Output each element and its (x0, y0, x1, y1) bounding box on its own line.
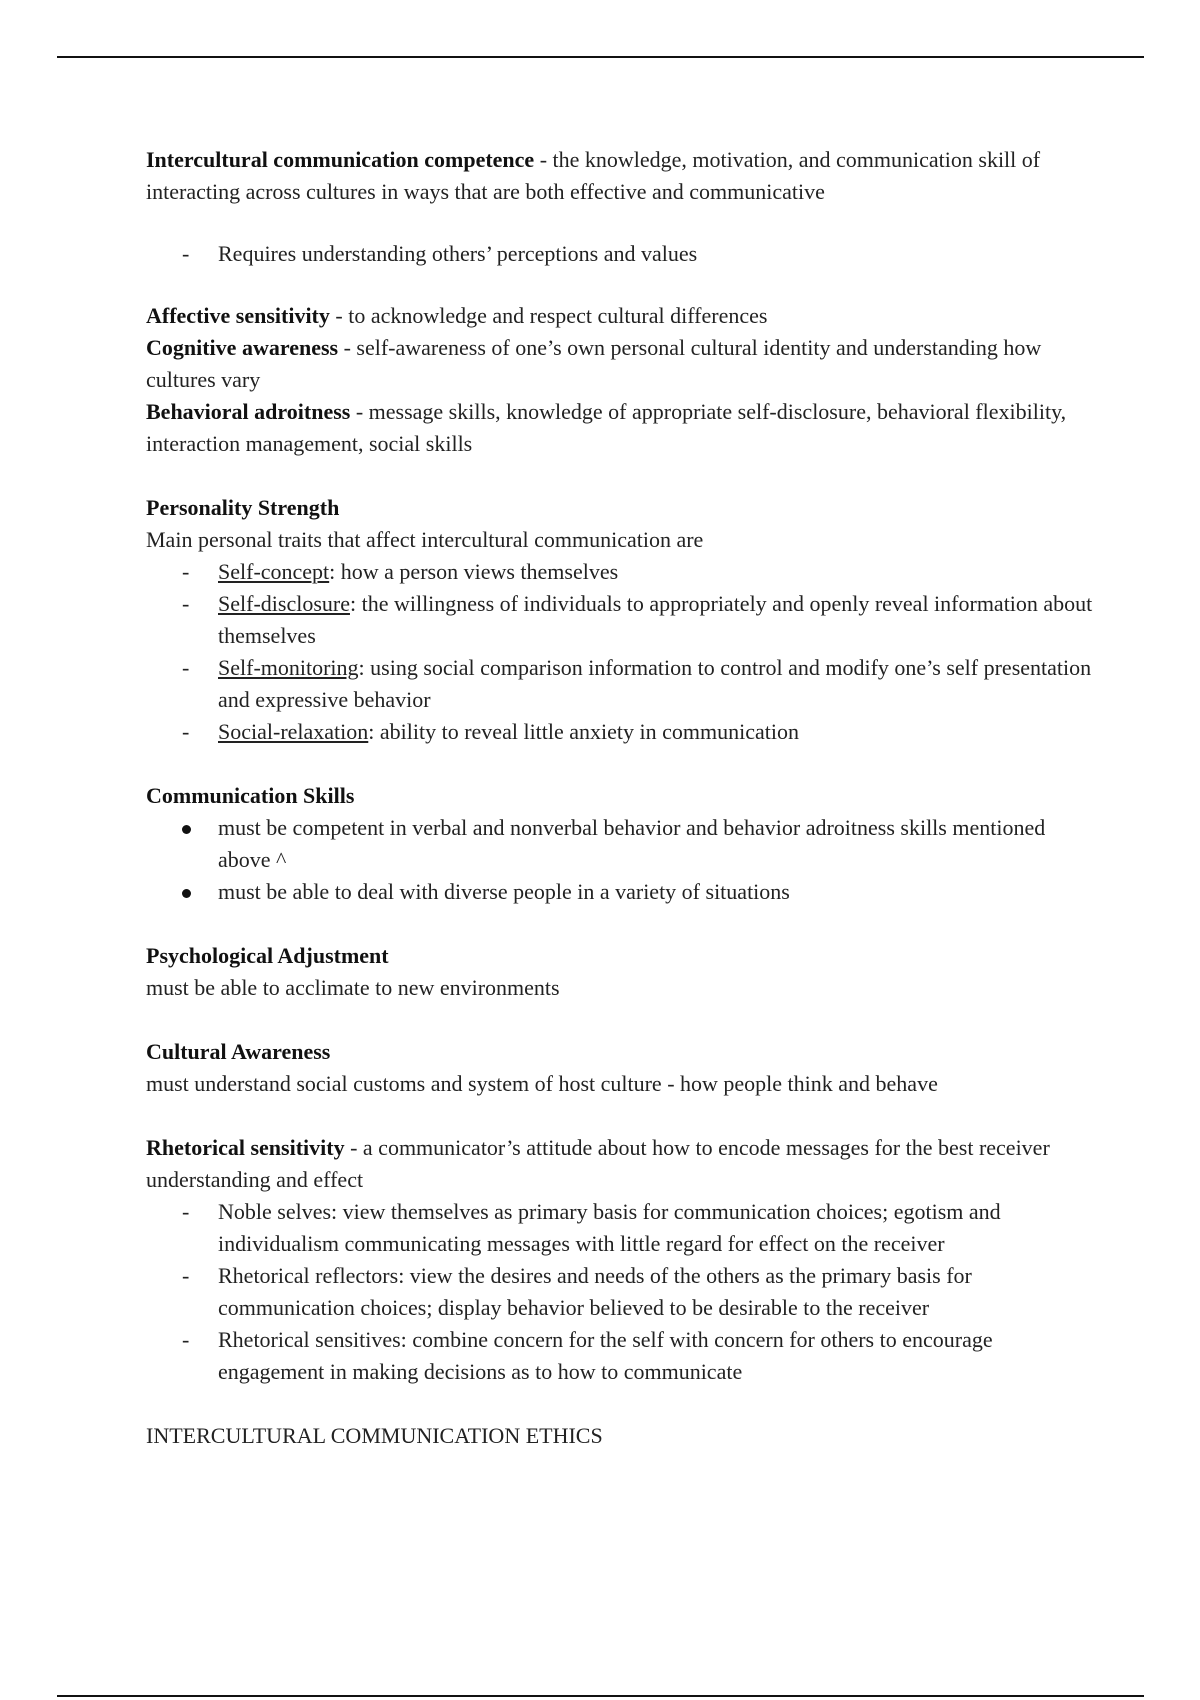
ethics-heading: INTERCULTURAL COMMUNICATION ETHICS (146, 1423, 603, 1448)
dash-marker: - (182, 719, 190, 744)
psychological-heading: Psychological Adjustment (146, 943, 389, 968)
icc-definition: Intercultural communication competence - the knowledge, motivation, and communication skill of interacting across cultures in ways that are both effective and communicative (146, 147, 1041, 204)
list-item: - Self-monitoring: using social comparison information to control and modify one’s self presentation and expressive behavior (146, 652, 1096, 716)
psychological-text: must be able to acclimate to new environments (146, 975, 560, 1000)
list-item: - Noble selves: view themselves as primary basis for communication choices; egotism and individualism communicating messages with little regard for effect on the receiver (146, 1196, 1096, 1260)
personality-list (146, 556, 1096, 748)
list-item: - Rhetorical sensitives: combine concern for the self with concern for others to encourage engagement in making decisions as to how to communicate (146, 1324, 1096, 1388)
icc-list (146, 238, 1096, 270)
list-item: - Self-concept: how a person views themselves (146, 556, 1096, 588)
list-item: - Social-relaxation: ability to reveal little anxiety in communication (146, 716, 1096, 748)
list-item: - Rhetorical reflectors: view the desires and needs of the others as the primary basis for communication choices; display behavior believed to be desirable to the receiver (146, 1260, 1096, 1324)
behavioral-adroitness: Behavioral adroitness - message skills, knowledge of appropriate self-disclosure, behavioral flexibility, interaction management, social skills (146, 399, 1067, 456)
dash-marker: - (182, 1199, 190, 1224)
cultural-awareness-text: must understand social customs and system of host culture - how people think and behave (146, 1071, 938, 1096)
dash-marker: - (182, 591, 190, 616)
rhetorical-definition: Rhetorical sensitivity - a communicator’s attitude about how to encode messages for the best receiver understanding and effect (146, 1135, 1050, 1192)
dash-marker: - (182, 241, 190, 266)
top-rule (57, 56, 1144, 58)
communication-skills-heading: Communication Skills (146, 783, 355, 808)
dash-marker: - (182, 559, 190, 584)
list-item: - Requires understanding others’ perceptions and values (146, 238, 1096, 270)
rhetorical-list (146, 1196, 1096, 1388)
cognitive-awareness: Cognitive awareness - self-awareness of one’s own personal cultural identity and understanding how cultures vary (146, 335, 1042, 392)
list-item: - Self-disclosure: the willingness of individuals to appropriately and openly reveal information about themselves (146, 588, 1096, 652)
dash-marker: - (182, 1263, 190, 1288)
personality-intro: Main personal traits that affect intercultural communication are (146, 527, 704, 552)
list-item: must be able to deal with diverse people in a variety of situations (218, 879, 790, 904)
dash-marker: - (182, 655, 190, 680)
document-body (146, 144, 1096, 1452)
communication-skills-list (146, 812, 1096, 908)
bottom-rule (57, 1695, 1144, 1697)
icc-term: Intercultural communication competence (146, 147, 535, 172)
affective-sensitivity: Affective sensitivity - to acknowledge and respect cultural differences (146, 303, 768, 328)
dash-marker: - (182, 1327, 190, 1352)
personality-heading: Personality Strength (146, 495, 340, 520)
cultural-awareness-heading: Cultural Awareness (146, 1039, 331, 1064)
list-item: must be competent in verbal and nonverbal behavior and behavior adroitness skills mentioned above ^ (218, 815, 1046, 872)
